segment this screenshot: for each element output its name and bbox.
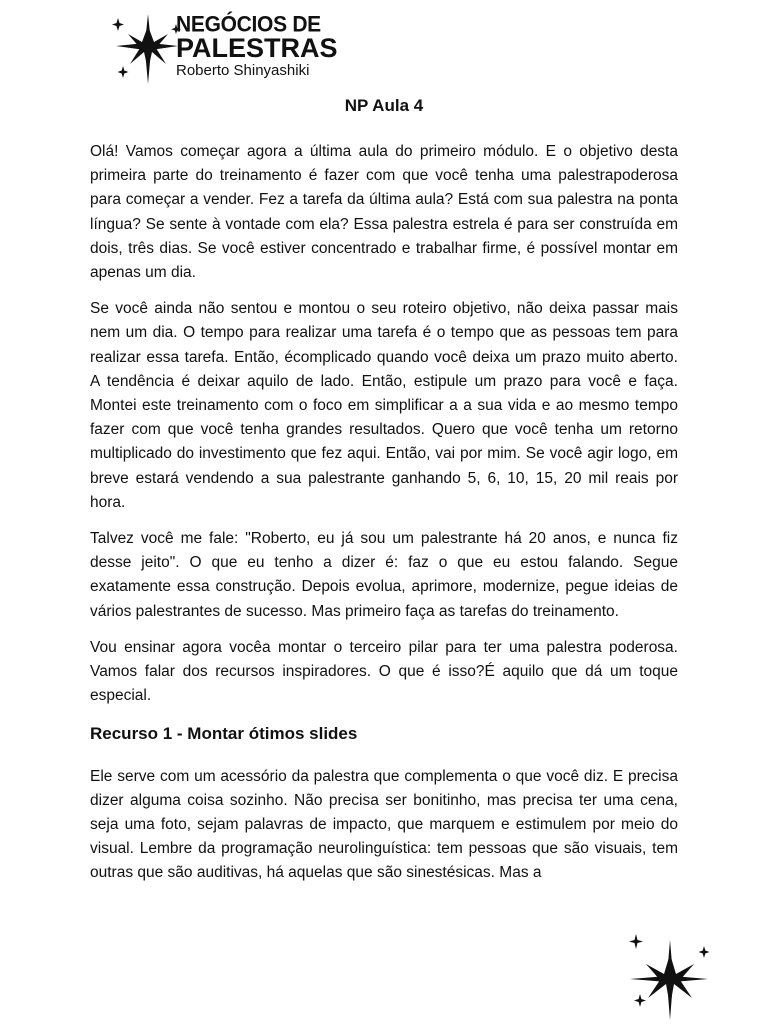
logo-title-line1: NEGÓCIOS DE (176, 12, 321, 37)
paragraph: Talvez você me fale: "Roberto, eu já sou um palestrante há 20 anos, e nunca fiz desse jeito". O que eu tenho a dizer é: faz o que eu estou falando. Segue exatamente essa construção. Depois evolua, aprimore, modernize, pegue ideias de vários palestrantes de sucesso. Mas primeiro faça as tarefas do treinamento. (90, 530, 678, 620)
logo-subtitle: Roberto Shinyashiki (176, 62, 310, 79)
section-heading: Recurso 1 - Montar ótimos slides (90, 724, 358, 744)
paragraph: Vou ensinar agora vocêa montar o terceiro pilar para ter uma palestra poderosa. Vamos falar dos recursos inspiradores. O que é isso?É aquilo que dá um toque especial. (90, 638, 678, 705)
paragraph: Olá! Vamos começar agora a última aula do primeiro módulo. E o objetivo desta primeira parte do treinamento é fazer com que você tenha uma palestrapoderosa para começar a vender. Fez a tarefa da última aula? Está com sua palestra na ponta língua? Se sente à vontade com ela? Essa palestra estrela é para ser construída em dois, três dias. Se você estiver concentrado e trabalhar firme, é possível montar em apenas um dia. (90, 143, 678, 282)
page-title: NP Aula 4 (344, 96, 424, 115)
paragraph: Se você ainda não sentou e montou o seu roteiro objetivo, não deixa passar mais nem um dia. O tempo para realizar uma tarefa é o tempo que as pessoas tem para realizar essa tarefa. Então, écomplicado quando você deixa um prazo muito aberto. A tendência é deixar aquilo de lado. Então, estipule um prazo para você e faça. Montei este treinamento com o foco em simplificar a a sua vida e ao mesmo tempo fazer com que você tenha grandes resultados. Quero que você tenha um retorno multiplicado do investimento que fez aqui. Então, vai por mim. Se você agir logo, em breve estará vendendo a sua palestrante ganhando 5, 6, 10, 15, 20 mil reais por hora. (90, 300, 678, 511)
document-body (90, 140, 678, 898)
paragraph: Ele serve com um acessório da palestra que complementa o que você diz. E precisa dizer alguma coisa sozinho. Não precisa ser bonitinho, mas precisa ter uma cena, seja uma foto, sejam palavras de impacto, que marquem e estimulem por meio do visual. Lembre da programação neurolinguística: tem pessoas que são visuais, tem outras que são auditivas, há aquelas que são sinestésicas. Mas a (90, 767, 678, 882)
logo (108, 12, 348, 86)
sparkle-stars-icon (624, 932, 712, 1022)
logo-title-line2: PALESTRAS (176, 33, 338, 63)
